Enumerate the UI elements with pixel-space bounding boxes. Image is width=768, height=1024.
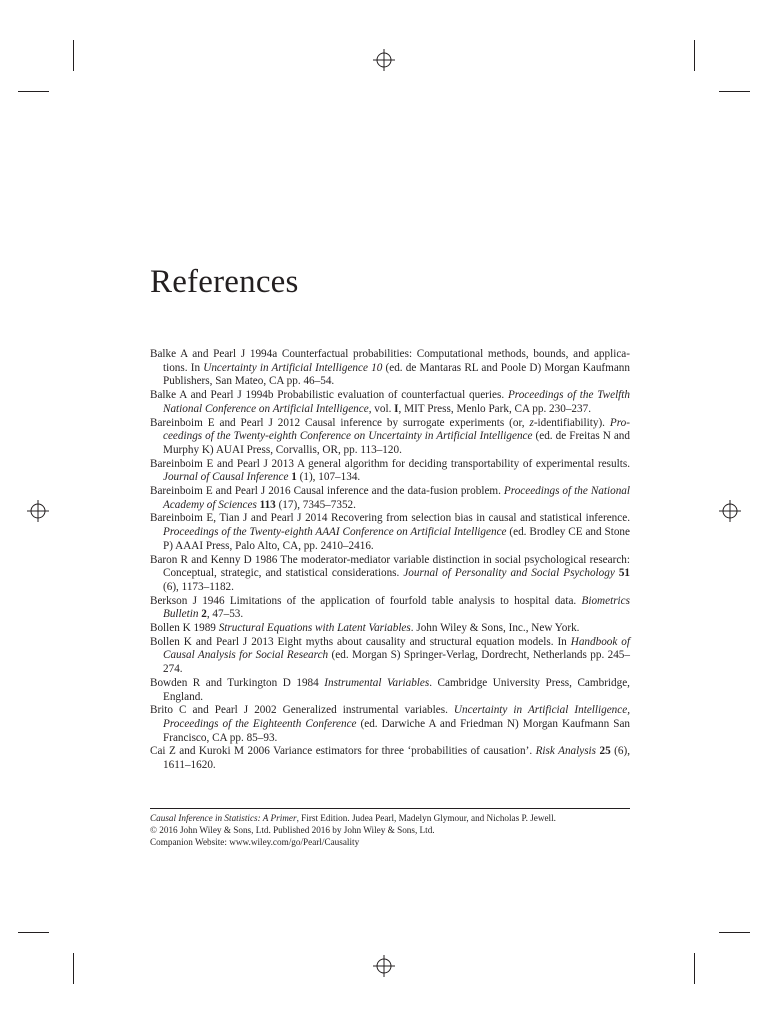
copyright-footer: [150, 808, 630, 848]
reference-list: [150, 348, 630, 773]
registration-mark-icon: [27, 500, 49, 522]
crop-mark-top-left-horizontal: [18, 91, 49, 92]
reference-entry: Balke A and Pearl J 1994b Probabilistic evaluation of counterfactual queries. Proceedings of the Twelfth National Conference on Artificial Intelligence, vol. I, MIT Press, Menlo Park, CA pp. 230–237.: [150, 389, 630, 415]
reference-entry: Bareinboim E and Pearl J 2013 A general algorithm for deciding transportability of experimental results. Journal of Causal Inference 1 (1), 107–134.: [150, 457, 630, 484]
reference-entry: Baron R and Kenny D 1986 The moderator-mediator variable distinction in social psychological research: Conceptual, strategic, and statistical considerations. Journal of Personality and Social Psychology 51 (6), 1173–1182.: [150, 553, 631, 593]
registration-mark-icon: [719, 500, 741, 522]
crop-mark-bottom-right-horizontal: [719, 932, 750, 933]
reference-entry: Bareinboim E and Pearl J 2012 Causal inference by surrogate experiments (or, z-identifiability). Pro-ceedings of the Twenty-eighth Conference on Uncertainty in Artificial Intelligence (ed. de Freitas N and Murphy K) AUAI Press, Corvallis, OR, pp. 113–120.: [150, 416, 630, 456]
reference-entry: Bollen K 1989 Structural Equations with Latent Variables. John Wiley & Sons, Inc., New York.: [150, 622, 580, 635]
reference-entry: Bareinboim E and Pearl J 2016 Causal inference and the data-fusion problem. Proceedings of the National Academy of Sciences 113 (17), 7345–7352.: [150, 485, 630, 511]
reference-entry: Bowden R and Turkington D 1984 Instrumental Variables. Cambridge University Press, Cambridge, England.: [150, 676, 630, 703]
reference-entry: Bollen K and Pearl J 2013 Eight myths about causality and structural equation models. In Handbook of Causal Analysis for Social Research (ed. Morgan S) Springer-Verlag, Dordrecht, Netherlands pp. 245–274.: [150, 635, 631, 676]
crop-mark-bottom-left-vertical: [73, 953, 74, 984]
crop-mark-bottom-left-horizontal: [18, 932, 49, 933]
footer-line: © 2016 John Wiley & Sons, Ltd. Published 2016 by John Wiley & Sons, Ltd.: [150, 825, 435, 835]
registration-mark-icon: [373, 49, 395, 71]
reference-entry: Berkson J 1946 Limitations of the application of fourfold table analysis to hospital data. Biometrics Bulletin 2, 47–53.: [150, 594, 630, 621]
companion-website: Companion Website: www.wiley.com/go/Pearl/Causality: [150, 837, 360, 847]
footer-line: Causal Inference in Statistics: A Primer, First Edition. Judea Pearl, Madelyn Glymour, and Nicholas P. Jewell.: [150, 813, 556, 823]
page-title: References: [150, 264, 299, 300]
crop-mark-bottom-right-vertical: [694, 953, 695, 984]
reference-entry: Brito C and Pearl J 2002 Generalized instrumental variables. Uncertainty in Artificial Intelligence, Proceedings of the Eighteenth Conference (ed. Darwiche A and Friedman N) Morgan Kaufmann San Francisco, CA pp. 85–93.: [150, 704, 631, 744]
crop-mark-top-right-vertical: [694, 40, 695, 71]
reference-entry: Bareinboim E, Tian J and Pearl J 2014 Recovering from selection bias in causal and statistical inference. Proceedings of the Twenty-eighth AAAI Conference on Artificial Intelligence (ed. Brodley CE and Stone P) AAAI Press, Palo Alto, CA, pp. 2410–2416.: [150, 512, 630, 552]
book-title: Causal Inference in Statistics: A Primer: [150, 813, 297, 823]
registration-mark-icon: [373, 955, 395, 977]
reference-entry: Balke A and Pearl J 1994a Counterfactual probabilities: Computational methods, bounds, and applica-tions. In Uncertainty in Artificial Intelligence 10 (ed. de Mantaras RL and Poole D) Morgan Kaufmann Publishers, San Mateo, CA pp. 46–54.: [150, 348, 630, 388]
crop-mark-top-right-horizontal: [719, 91, 750, 92]
reference-entry: Cai Z and Kuroki M 2006 Variance estimators for three ‘probabilities of causation’. Risk Analysis 25 (6), 1611–1620.: [150, 745, 630, 772]
crop-mark-top-left-vertical: [73, 40, 74, 71]
